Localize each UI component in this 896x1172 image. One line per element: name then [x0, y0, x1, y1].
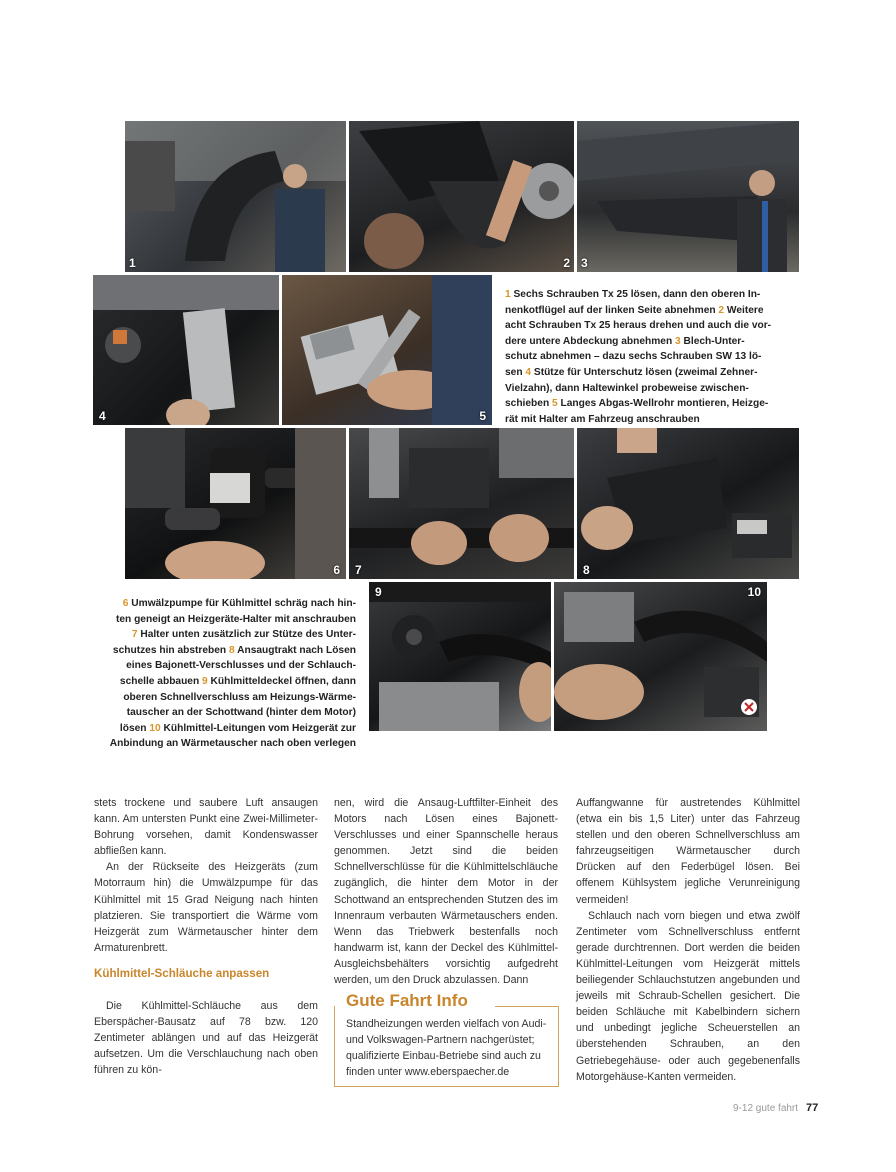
caption-text: Sechs Schrauben Tx 25 lösen, dann den oberen In- — [510, 289, 761, 300]
caption-text: schutz abnehmen – dazu sechs Schrauben SW 13 lö- — [505, 351, 762, 363]
photo-number: 3 — [581, 256, 588, 270]
photo-number: 1 — [129, 256, 136, 270]
caption-text: Kühlmittel-Leitungen vom Heizgerät zur — [160, 722, 356, 734]
photo-3 — [577, 121, 799, 272]
caption-photos-6-10 — [92, 596, 356, 752]
photo-2 — [349, 121, 574, 272]
photo-number: 6 — [333, 563, 340, 577]
info-box-title: Gute Fahrt Info — [346, 991, 468, 1010]
caption-text: dere untere Abdeckung abnehmen — [505, 335, 676, 347]
caption-text: lösen — [119, 722, 150, 734]
caption-text: Halter unten zusätzlich zur Stütze des Unter- — [137, 629, 356, 641]
caption-text: schutzes hin abstreben — [112, 644, 229, 656]
text-column-3 — [576, 795, 800, 1085]
caption-text: eines Bajonett-Verschlusses und der Schlauch- — [126, 660, 356, 672]
photo-number: 9 — [375, 585, 382, 599]
caption-text: Weitere — [724, 304, 764, 316]
photo-8-illustration — [577, 428, 799, 579]
text-column-1 — [94, 795, 318, 956]
caption-num: 2 — [718, 304, 725, 316]
photo-9 — [369, 582, 551, 731]
photo-4-illustration — [93, 275, 279, 425]
paragraph: Schlauch nach vorn biegen und etwa zwölf Zentimeter vom Schnellverschluss entfernt gerade durchtrennen. Dort werden die beiden Kühlmittel-Leitungen vom Heizgerät mittels beiliegender Schlauchstutzen angebunden und jeweils mit Schraub-Schellen gesichert. Die beiden Schläuche mit Kabelbindern sichern und unbedingt jegliche Scheuerstellen an überstehenden Schrauben, an den Getriebegehäuse- oder auch gegebenenfalls Motorgehäuse-Kanten vermeiden. — [576, 909, 800, 1083]
photo-6 — [125, 428, 346, 579]
photo-1-illustration — [125, 121, 346, 272]
text-column-2 — [334, 795, 558, 988]
caption-text: Anbindung an Wärmetauscher nach oben verlegen — [109, 738, 356, 750]
caption-text: sen — [505, 366, 526, 378]
caption-num: 5 — [552, 398, 558, 410]
caption-text: rät mit Halter am Fahrzeug anschrauben — [505, 413, 700, 425]
caption-num: 6 — [122, 598, 129, 609]
photo-5 — [282, 275, 492, 425]
photo-number: 2 — [563, 256, 570, 270]
photo-number: 4 — [99, 409, 106, 423]
caption-num: 7 — [131, 629, 138, 641]
caption-text: Kühlmitteldeckel öffnen, dann — [207, 675, 356, 687]
caption-num: 4 — [525, 366, 532, 378]
caption-text: Vielzahn), dann Haltewinkel probeweise zwischen- — [505, 382, 749, 394]
page-number: 77 — [806, 1102, 819, 1114]
caption-num: 10 — [149, 722, 161, 734]
caption-text: Blech-Unter- — [680, 335, 745, 347]
photo-10-illustration — [554, 582, 767, 731]
caption-num: 3 — [675, 335, 681, 347]
caption-photos-1-5 — [505, 287, 795, 427]
paragraph: Die Kühlmittel-Schläuche aus dem Eberspächer-Bausatz auf 78 bzw. 120 Zentimeter ablängen und auf das Heizgerät aufsetzen. Um die Verschlauchung nach oben führen zu kön- — [94, 1000, 318, 1077]
photo-number: 8 — [583, 563, 590, 577]
photo-5-illustration — [282, 275, 492, 425]
photo-8 — [577, 428, 799, 579]
paragraph: An der Rückseite des Heizgeräts (zum Motorraum hin) die Umwälzpumpe für das Kühlmittel mit 15 Grad Neigung nach hinten platzieren. Sie transportiert die Wärme vom Heizgerät zum Wärmetauscher hinter dem Armaturenbrett. — [94, 861, 318, 954]
text-column-1-continued — [94, 998, 318, 1078]
info-box — [334, 991, 559, 1087]
caption-text: acht Schrauben Tx 25 heraus drehen und auch die vor- — [505, 320, 772, 332]
caption-text: Stütze für Unterschutz lösen (zweimal Zehner- — [531, 366, 758, 378]
caption-text: schieben — [505, 398, 552, 410]
photo-1 — [125, 121, 346, 272]
info-box-top-rule — [495, 1006, 558, 1007]
photo-2-illustration — [349, 121, 574, 272]
caption-num: 9 — [202, 675, 208, 687]
caption-num: 8 — [228, 644, 235, 656]
paragraph: Auffangwanne für austretendes Kühlmittel (etwa ein bis 1,5 Liter) unter das Fahrzeug stellen und den oberen Schnellverschluss am fahrzeugseitigen Wärmetauscher durch Drücken auf den Federbügel lösen. Bei offenem Kühlsystem jegliche Verunreinigung vermeiden! — [576, 797, 800, 906]
caption-text: tauscher an der Schottwand (hinter dem Motor) — [126, 707, 356, 719]
caption-text: Ansaugtrakt nach Lösen — [234, 644, 356, 656]
photo-7-illustration — [349, 428, 574, 579]
caption-text: Langes Abgas-Wellrohr montieren, Heizge- — [557, 398, 769, 410]
photo-3-illustration — [577, 121, 799, 272]
photo-4 — [93, 275, 279, 425]
photo-number: 5 — [479, 409, 486, 423]
caption-text: oberen Schnellverschluss am Heizungs-Wärme- — [123, 691, 356, 703]
photo-9-illustration — [369, 582, 551, 731]
photo-7 — [349, 428, 574, 579]
caption-text: Umwälzpumpe für Kühlmittel schräg nach hin- — [128, 598, 356, 609]
info-box-text: Standheizungen werden vielfach von Audi- und Volkswagen-Partnern nachgerüstet; qualifizierte Einbau-Betriebe sind auch zu finden unter www.eberspaecher.de — [346, 1018, 547, 1079]
caption-text: nenkotflügel auf der linken Seite abnehmen — [505, 304, 719, 316]
photo-6-illustration — [125, 428, 346, 579]
photo-number: 7 — [355, 563, 362, 577]
caption-num: 1 — [505, 289, 511, 300]
caption-text: ten geneigt an Heizgeräte-Halter mit anschrauben — [115, 613, 356, 625]
paragraph: nen, wird die Ansaug-Luftfilter-Einheit des Motors nach Lösen eines Bajonett-Verschlusses und einer Spannschelle heraus genommen. Jetzt sind die beiden Schnellverschlüsse für die Kühlmittelschläuche zugänglich, die hinter dem Motor in der Schottwand an entsprechenden Stutzen des im Innenraum verbauten Wärmetauschers enden. Wenn das Triebwerk bestenfalls noch handwarm ist, kann der Deckel des Kühlmittel-Ausgleichsbehälters vorsichtig aufgedreht werden, um den Druck abzulassen. Dann — [334, 797, 558, 987]
section-heading: Kühlmittel-Schläuche anpassen — [94, 967, 270, 980]
paragraph: stets trockene und saubere Luft ansaugen kann. Am untersten Punkt eine Zwei-Millimeter-Bohrung vorsehen, damit Kondenswasser abfließen kann. — [94, 797, 318, 858]
caption-text: schelle abbauen — [119, 675, 203, 687]
photo-10 — [554, 582, 767, 731]
issue-label: 9-12 gute fahrt — [733, 1103, 799, 1114]
photo-number: 10 — [747, 585, 761, 599]
